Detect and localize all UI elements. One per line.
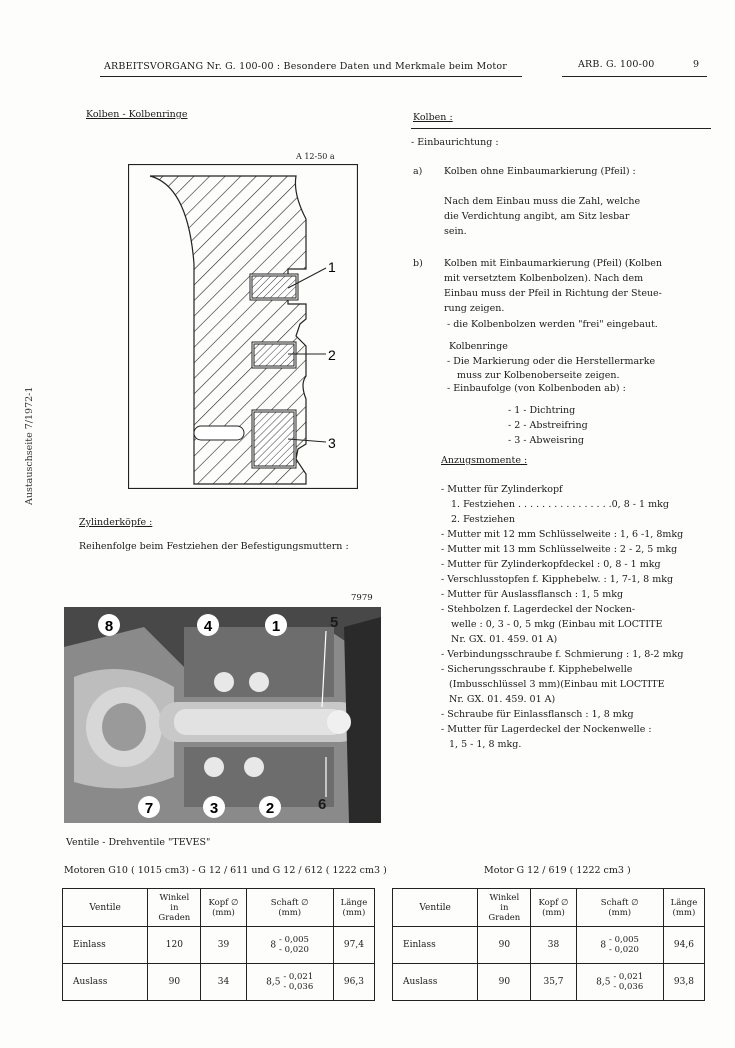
- kolbenringe-line-2: muss zur Kolbenoberseite zeigen.: [457, 370, 620, 381]
- table-row: Einlass 120 39 8 - 0,005 - 0,020 97,4: [63, 927, 375, 964]
- anzug-line: - Verschlusstopfen f. Kipphebelw. : 1, 7-1, 8 mkg: [441, 574, 674, 585]
- anzug-line: - Mutter mit 13 mm Schlüsselweite : 2 - 2, 5 mkg: [441, 544, 678, 555]
- einbaufolge-3: - 3 - Abweisring: [508, 435, 584, 446]
- kolbenringe-line-3: - Einbaufolge (von Kolbenboden ab) :: [447, 383, 626, 394]
- section-title-kolben-ringe: Kolben - Kolbenringe: [86, 109, 188, 120]
- page-number: 9: [693, 59, 700, 70]
- anzug-line: - Sicherungsschraube f. Kipphebelwelle: [441, 664, 633, 675]
- item-b-line-3: Einbau muss der Pfeil in Richtung der Steue-: [444, 288, 662, 299]
- valve-table-left: [62, 888, 375, 1001]
- photo-label-4: 4: [203, 618, 213, 635]
- anzug-line: Nr. GX. 01. 459. 01 A): [451, 634, 558, 645]
- item-b-bolzen: - die Kolbenbolzen werden "frei" eingebaut.: [447, 319, 658, 330]
- col-winkel: Winkel in Graden: [478, 889, 531, 927]
- anzug-line: - Mutter für Auslassflansch : 1, 5 mkg: [441, 589, 624, 600]
- item-b-line-4: rung zeigen.: [444, 303, 505, 314]
- left-table-caption: Motoren G10 ( 1015 cm3) - G 12 / 611 und G 12 / 612 ( 1222 cm3 ): [64, 865, 387, 876]
- anzug-line: Nr. GX. 01. 459. 01 A): [449, 694, 556, 705]
- diagram-label-3: 3: [328, 435, 336, 451]
- cylinder-head-photo: [64, 607, 381, 823]
- diagram-label-2: 2: [328, 347, 336, 363]
- anzug-line: 1, 5 - 1, 8 mkg.: [449, 739, 522, 750]
- header-rule-right: [562, 76, 707, 77]
- anzug-line: 1. Festziehen . . . . . . . . . . . . . . . .0, 8 - 1 mkg: [451, 499, 669, 510]
- header-title: ARBEITSVORGANG Nr. G. 100-00 : Besondere Daten und Merkmale beim Motor: [104, 61, 508, 72]
- ventile-title: Ventile - Drehventile "TEVES": [66, 837, 211, 848]
- col-ventile: Ventile: [63, 889, 148, 927]
- item-a-line-2: die Verdichtung angibt, am Sitz lesbar: [444, 211, 630, 222]
- einbaufolge-1: - 1 - Dichtring: [508, 405, 576, 416]
- photo-label-1: 1: [271, 618, 281, 635]
- anzug-line: - Schraube für Einlassflansch : 1, 8 mkg: [441, 709, 634, 720]
- item-a-line-1: Nach dem Einbau muss die Zahl, welche: [444, 196, 641, 207]
- item-b-label: b): [413, 258, 423, 269]
- anzug-line: - Mutter für Lagerdeckel der Nockenwelle :: [441, 724, 652, 735]
- kolben-rule: [411, 128, 711, 129]
- anzug-line: 2. Festziehen: [451, 514, 515, 525]
- anzug-line: - Mutter für Zylinderkopfdeckel : 0, 8 - 1 mkg: [441, 559, 661, 570]
- col-kopf: Kopf ∅ (mm): [201, 889, 246, 927]
- photo-code: 7979: [351, 593, 373, 603]
- right-table-caption: Motor G 12 / 619 ( 1222 cm3 ): [484, 865, 631, 876]
- einbaurichtung: - Einbaurichtung :: [411, 137, 499, 148]
- col-ventile: Ventile: [393, 889, 478, 927]
- valve-table-right: [392, 888, 705, 1001]
- piston-ring-diagram: [128, 164, 358, 489]
- kolbenringe-line-1: - Die Markierung oder die Herstellermarke: [447, 356, 656, 367]
- photo-label-3: 3: [209, 800, 219, 817]
- photo-label-2: 2: [265, 800, 275, 817]
- anzug-line: - Stehbolzen f. Lagerdeckel der Nocken-: [441, 604, 636, 615]
- item-b-line-2: mit versetztem Kolbenbolzen). Nach dem: [444, 273, 644, 284]
- item-a-line-3: sein.: [444, 226, 467, 237]
- table-row: Einlass 90 38 8 - 0,005 - 0,020 94,6: [393, 927, 705, 964]
- col-kopf: Kopf ∅ (mm): [531, 889, 576, 927]
- col-schaft: Schaft ∅ (mm): [576, 889, 663, 927]
- diagram-label-1: 1: [328, 259, 336, 275]
- table-row: Auslass 90 34 8,5 - 0,021 - 0,036 96,3: [63, 964, 375, 1001]
- anzug-line: - Mutter für Zylinderkopf: [441, 484, 563, 495]
- photo-label-8: 8: [104, 618, 114, 635]
- zylinderkoepfe-text: Reihenfolge beim Festziehen der Befestigungsmuttern :: [79, 541, 349, 552]
- anzugsmomente-title: Anzugsmomente :: [441, 455, 528, 466]
- kolbenringe-title: Kolbenringe: [449, 341, 508, 352]
- col-winkel: Winkel in Graden: [148, 889, 201, 927]
- anzug-line: (Imbusschlüssel 3 mm)(Einbau mit LOCTITE: [449, 679, 665, 690]
- table-row: Auslass 90 35,7 8,5 - 0,021 - 0,036 93,8: [393, 964, 705, 1001]
- anzug-line: welle : 0, 3 - 0, 5 mkg (Einbau mit LOCTITE: [451, 619, 663, 630]
- anzug-line: - Mutter mit 12 mm Schlüsselweite : 1, 6 -1, 8mkg: [441, 529, 684, 540]
- anzug-line: - Verbindungsschraube f. Schmierung : 1, 8-2 mkg: [441, 649, 684, 660]
- col-laenge: Länge (mm): [663, 889, 704, 927]
- photo-label-5: 5: [330, 614, 339, 631]
- figure-code: A 12-50 a: [296, 152, 335, 161]
- item-a-title: Kolben ohne Einbaumarkierung (Pfeil) :: [444, 166, 636, 177]
- item-a-label: a): [413, 166, 423, 177]
- section-title-zylinderkoepfe: Zylinderköpfe :: [79, 517, 153, 528]
- photo-label-7: 7: [144, 800, 154, 817]
- item-b-line-1: Kolben mit Einbaumarkierung (Pfeil) (Kolben: [444, 258, 662, 269]
- kolben-title: Kolben :: [413, 112, 453, 123]
- col-laenge: Länge (mm): [333, 889, 374, 927]
- header-rule-left: [100, 76, 522, 77]
- header-ref: ARB. G. 100-00: [578, 59, 655, 70]
- side-note: Austauschseite 7/1972-1: [24, 386, 35, 505]
- einbaufolge-2: - 2 - Abstreifring: [508, 420, 588, 431]
- photo-label-6: 6: [318, 796, 327, 813]
- col-schaft: Schaft ∅ (mm): [246, 889, 333, 927]
